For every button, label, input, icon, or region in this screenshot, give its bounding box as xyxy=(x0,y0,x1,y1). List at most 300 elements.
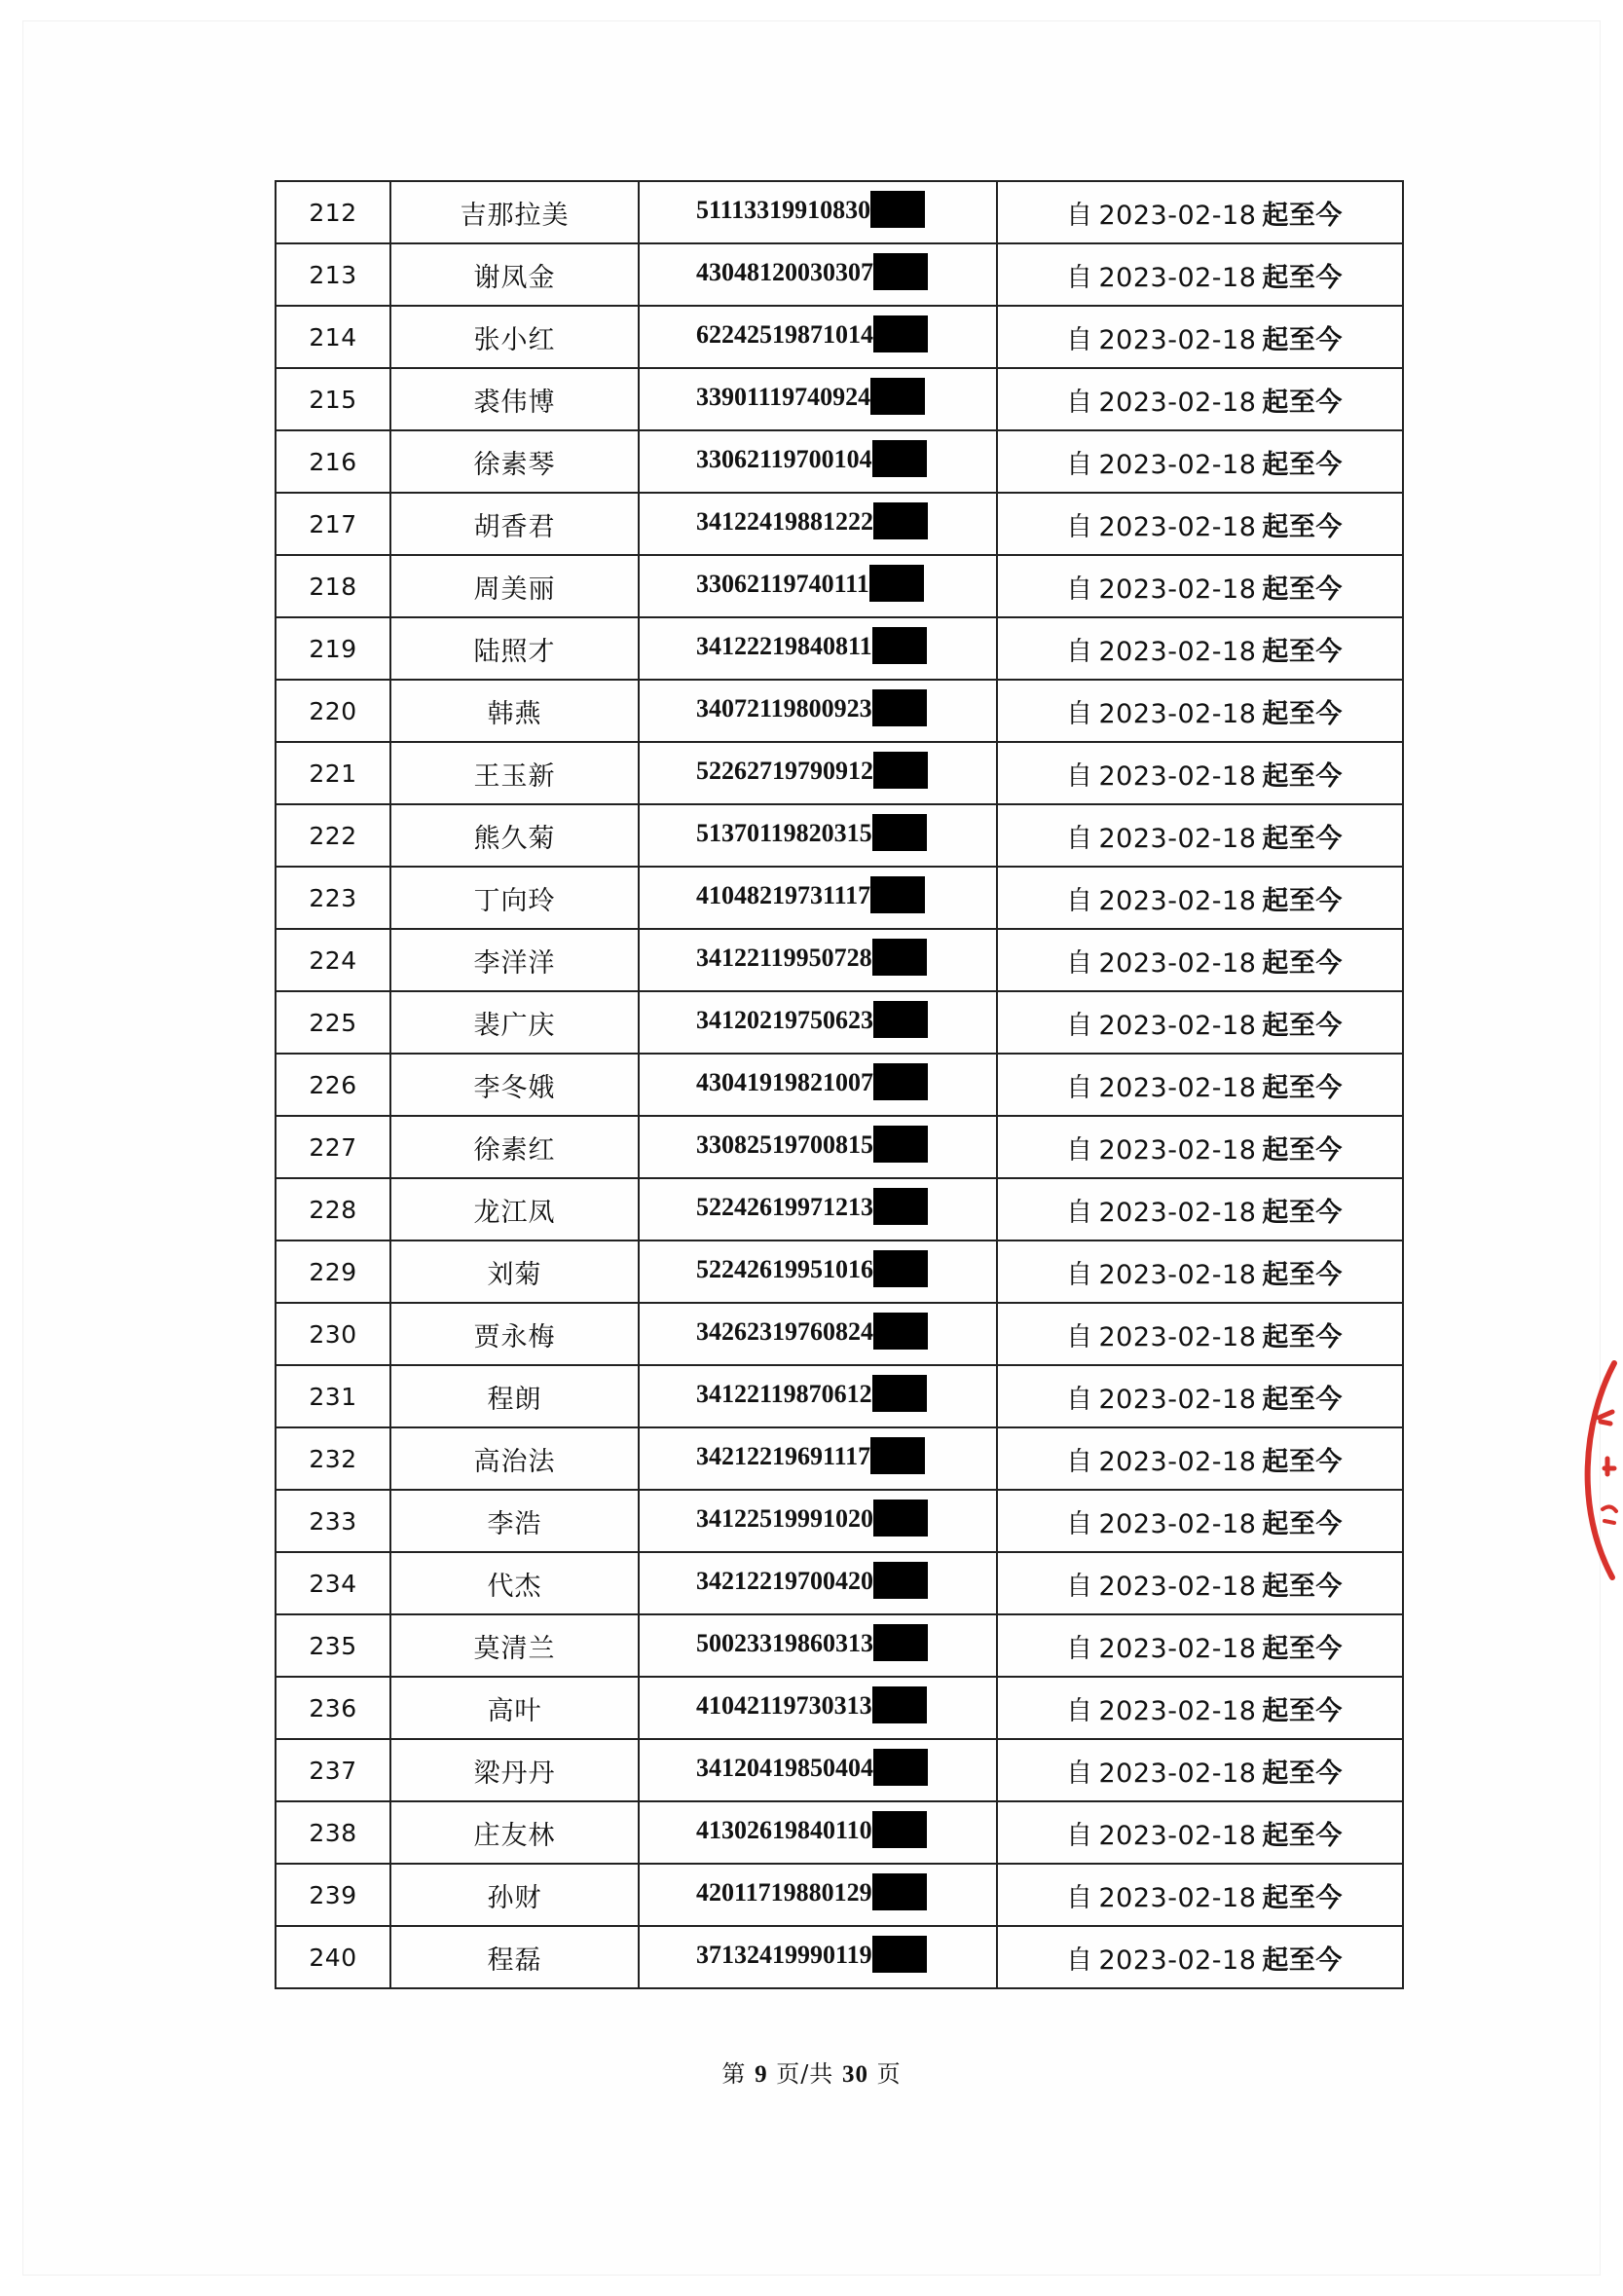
redaction-block xyxy=(873,1188,928,1225)
period-end: 起至今 xyxy=(1262,574,1343,605)
period-date: 2023-02-18 xyxy=(1098,1197,1257,1228)
period-start: 自 xyxy=(1066,1944,1093,1976)
row-period xyxy=(997,1427,1403,1490)
row-id-number xyxy=(639,804,997,867)
period-end: 起至今 xyxy=(1262,1072,1343,1103)
redaction-block xyxy=(872,1873,927,1910)
period-end: 起至今 xyxy=(1262,1508,1343,1539)
row-id-number xyxy=(639,1677,997,1739)
redaction-block xyxy=(872,939,927,976)
id-prefix: 34122119950728 xyxy=(696,943,872,972)
row-name: 程朗 xyxy=(390,1365,639,1427)
id-prefix: 34122419881222 xyxy=(696,506,873,536)
redaction-block xyxy=(873,1250,928,1287)
row-id-number xyxy=(639,1801,997,1864)
period-date: 2023-02-18 xyxy=(1098,574,1257,605)
period-start: 自 xyxy=(1066,1882,1093,1913)
period-end: 起至今 xyxy=(1262,823,1343,854)
redaction-block xyxy=(873,1313,928,1350)
table-row xyxy=(276,804,1403,867)
id-prefix: 33062119740111 xyxy=(696,569,869,598)
row-index: 236 xyxy=(276,1677,390,1739)
period-date: 2023-02-18 xyxy=(1098,947,1257,979)
row-name: 张小红 xyxy=(390,306,639,368)
row-period xyxy=(997,929,1403,991)
row-period xyxy=(997,680,1403,742)
table-row xyxy=(276,617,1403,680)
period-start: 自 xyxy=(1066,387,1093,418)
period-end: 起至今 xyxy=(1262,885,1343,916)
row-name: 刘菊 xyxy=(390,1241,639,1303)
redaction-block xyxy=(872,1936,927,1973)
row-id-number xyxy=(639,1614,997,1677)
row-id-number xyxy=(639,555,997,617)
redaction-block xyxy=(872,689,927,726)
row-index: 240 xyxy=(276,1926,390,1988)
period-date: 2023-02-18 xyxy=(1098,1944,1257,1976)
id-prefix: 34212219700420 xyxy=(696,1566,873,1595)
row-period xyxy=(997,1864,1403,1926)
period-start: 自 xyxy=(1066,1820,1093,1851)
row-id-number xyxy=(639,1241,997,1303)
id-prefix: 62242519871014 xyxy=(696,319,873,349)
row-index: 228 xyxy=(276,1178,390,1241)
id-prefix: 34072119800923 xyxy=(696,693,872,722)
table-row xyxy=(276,1241,1403,1303)
period-date: 2023-02-18 xyxy=(1098,1072,1257,1103)
redaction-block xyxy=(872,1686,927,1723)
footer-current-page: 9 xyxy=(755,2061,768,2088)
row-index: 218 xyxy=(276,555,390,617)
row-name: 陆照才 xyxy=(390,617,639,680)
row-id-number xyxy=(639,742,997,804)
redaction-block xyxy=(873,1562,928,1599)
row-period xyxy=(997,1178,1403,1241)
row-index: 212 xyxy=(276,181,390,243)
redaction-block xyxy=(872,814,927,851)
row-id-number xyxy=(639,1116,997,1178)
row-period xyxy=(997,1739,1403,1801)
row-period xyxy=(997,867,1403,929)
row-name: 吉那拉美 xyxy=(390,181,639,243)
period-date: 2023-02-18 xyxy=(1098,1571,1257,1602)
record-table-body xyxy=(276,181,1403,1988)
row-id-number xyxy=(639,1490,997,1552)
row-index: 233 xyxy=(276,1490,390,1552)
period-start: 自 xyxy=(1066,511,1093,542)
row-index: 213 xyxy=(276,243,390,306)
row-id-number xyxy=(639,243,997,306)
row-name: 李浩 xyxy=(390,1490,639,1552)
period-date: 2023-02-18 xyxy=(1098,1446,1257,1477)
period-start: 自 xyxy=(1066,698,1093,729)
period-end: 起至今 xyxy=(1262,1321,1343,1352)
period-start: 自 xyxy=(1066,947,1093,979)
row-id-number xyxy=(639,181,997,243)
row-period xyxy=(997,1116,1403,1178)
row-name: 熊久菊 xyxy=(390,804,639,867)
row-period xyxy=(997,181,1403,243)
period-end: 起至今 xyxy=(1262,1384,1343,1415)
table-row xyxy=(276,867,1403,929)
table-row xyxy=(276,1116,1403,1178)
period-end: 起至今 xyxy=(1262,1446,1343,1477)
row-name: 梁丹丹 xyxy=(390,1739,639,1801)
period-date: 2023-02-18 xyxy=(1098,324,1257,355)
period-date: 2023-02-18 xyxy=(1098,885,1257,916)
row-period xyxy=(997,1552,1403,1614)
row-name: 李冬娥 xyxy=(390,1054,639,1116)
row-name: 丁向玲 xyxy=(390,867,639,929)
record-table xyxy=(275,180,1404,1989)
id-prefix: 51113319910830 xyxy=(696,195,871,224)
row-period xyxy=(997,368,1403,430)
period-start: 自 xyxy=(1066,760,1093,792)
table-row xyxy=(276,1864,1403,1926)
row-period xyxy=(997,555,1403,617)
period-start: 自 xyxy=(1066,1508,1093,1539)
row-index: 238 xyxy=(276,1801,390,1864)
period-date: 2023-02-18 xyxy=(1098,1820,1257,1851)
table-row xyxy=(276,742,1403,804)
row-id-number xyxy=(639,680,997,742)
row-period xyxy=(997,1365,1403,1427)
period-end: 起至今 xyxy=(1262,1820,1343,1851)
row-index: 220 xyxy=(276,680,390,742)
redaction-block xyxy=(873,752,928,789)
period-start: 自 xyxy=(1066,200,1093,231)
row-index: 226 xyxy=(276,1054,390,1116)
row-name: 高治法 xyxy=(390,1427,639,1490)
period-end: 起至今 xyxy=(1262,449,1343,480)
period-end: 起至今 xyxy=(1262,1758,1343,1789)
redaction-block xyxy=(872,1811,927,1848)
period-end: 起至今 xyxy=(1262,1197,1343,1228)
row-name: 裴广庆 xyxy=(390,991,639,1054)
id-prefix: 43041919821007 xyxy=(696,1067,873,1096)
redaction-block xyxy=(870,876,925,913)
table-row xyxy=(276,1054,1403,1116)
table-row xyxy=(276,181,1403,243)
row-index: 214 xyxy=(276,306,390,368)
period-end: 起至今 xyxy=(1262,636,1343,667)
table-row xyxy=(276,1365,1403,1427)
table-row xyxy=(276,1178,1403,1241)
table-row xyxy=(276,306,1403,368)
table-row xyxy=(276,555,1403,617)
row-period xyxy=(997,1054,1403,1116)
period-date: 2023-02-18 xyxy=(1098,1758,1257,1789)
redaction-block xyxy=(873,1749,928,1786)
redaction-block xyxy=(873,1063,928,1100)
period-end: 起至今 xyxy=(1262,511,1343,542)
table-row xyxy=(276,1677,1403,1739)
id-prefix: 37132419990119 xyxy=(696,1940,872,1969)
row-id-number xyxy=(639,493,997,555)
period-start: 自 xyxy=(1066,262,1093,293)
row-id-number xyxy=(639,1926,997,1988)
period-start: 自 xyxy=(1066,823,1093,854)
row-id-number xyxy=(639,1178,997,1241)
period-date: 2023-02-18 xyxy=(1098,449,1257,480)
row-index: 231 xyxy=(276,1365,390,1427)
row-name: 王玉新 xyxy=(390,742,639,804)
id-prefix: 34212219691117 xyxy=(696,1441,871,1470)
row-index: 215 xyxy=(276,368,390,430)
id-prefix: 41302619840110 xyxy=(696,1815,872,1844)
period-date: 2023-02-18 xyxy=(1098,760,1257,792)
row-id-number xyxy=(639,1054,997,1116)
row-index: 227 xyxy=(276,1116,390,1178)
row-name: 谢凤金 xyxy=(390,243,639,306)
footer-total-pages: 30 xyxy=(841,2061,868,2088)
row-name: 徐素琴 xyxy=(390,430,639,493)
period-start: 自 xyxy=(1066,1758,1093,1789)
id-prefix: 52242619951016 xyxy=(696,1254,873,1283)
footer-middle: 页/共 xyxy=(776,2060,834,2088)
id-prefix: 41048219731117 xyxy=(696,880,871,909)
redaction-block xyxy=(873,1126,928,1163)
period-start: 自 xyxy=(1066,1259,1093,1290)
table-row xyxy=(276,680,1403,742)
period-end: 起至今 xyxy=(1262,1882,1343,1913)
period-end: 起至今 xyxy=(1262,1695,1343,1726)
row-id-number xyxy=(639,1864,997,1926)
table-row xyxy=(276,493,1403,555)
row-name: 高叶 xyxy=(390,1677,639,1739)
period-date: 2023-02-18 xyxy=(1098,1010,1257,1041)
id-prefix: 34122519991020 xyxy=(696,1503,873,1533)
row-period xyxy=(997,1241,1403,1303)
row-index: 234 xyxy=(276,1552,390,1614)
row-id-number xyxy=(639,1303,997,1365)
row-name: 贾永梅 xyxy=(390,1303,639,1365)
row-name: 孙财 xyxy=(390,1864,639,1926)
id-prefix: 33062119700104 xyxy=(696,444,872,473)
row-period xyxy=(997,991,1403,1054)
row-period xyxy=(997,306,1403,368)
id-prefix: 42011719880129 xyxy=(696,1877,872,1907)
redaction-block xyxy=(872,627,927,664)
row-name: 徐素红 xyxy=(390,1116,639,1178)
id-prefix: 33082519700815 xyxy=(696,1129,873,1159)
period-start: 自 xyxy=(1066,449,1093,480)
redaction-block xyxy=(872,440,927,477)
row-index: 229 xyxy=(276,1241,390,1303)
id-prefix: 50023319860313 xyxy=(696,1628,873,1657)
row-id-number xyxy=(639,1365,997,1427)
row-index: 216 xyxy=(276,430,390,493)
row-name: 庄友林 xyxy=(390,1801,639,1864)
row-period xyxy=(997,1801,1403,1864)
row-id-number xyxy=(639,1427,997,1490)
row-name: 胡香君 xyxy=(390,493,639,555)
period-date: 2023-02-18 xyxy=(1098,636,1257,667)
row-index: 237 xyxy=(276,1739,390,1801)
row-name: 程磊 xyxy=(390,1926,639,1988)
redaction-block xyxy=(870,378,925,415)
period-end: 起至今 xyxy=(1262,324,1343,355)
redaction-block xyxy=(873,1624,928,1661)
row-name: 莫清兰 xyxy=(390,1614,639,1677)
period-start: 自 xyxy=(1066,1571,1093,1602)
row-period xyxy=(997,243,1403,306)
period-end: 起至今 xyxy=(1262,262,1343,293)
row-index: 222 xyxy=(276,804,390,867)
period-start: 自 xyxy=(1066,1072,1093,1103)
row-id-number xyxy=(639,1739,997,1801)
id-prefix: 34120219750623 xyxy=(696,1005,873,1034)
row-name: 代杰 xyxy=(390,1552,639,1614)
period-start: 自 xyxy=(1066,1197,1093,1228)
id-prefix: 33901119740924 xyxy=(696,382,871,411)
id-prefix: 52262719790912 xyxy=(696,756,873,785)
row-index: 217 xyxy=(276,493,390,555)
table-row xyxy=(276,1552,1403,1614)
period-date: 2023-02-18 xyxy=(1098,1321,1257,1352)
row-id-number xyxy=(639,306,997,368)
row-index: 230 xyxy=(276,1303,390,1365)
row-index: 232 xyxy=(276,1427,390,1490)
table-row xyxy=(276,1427,1403,1490)
row-period xyxy=(997,742,1403,804)
period-end: 起至今 xyxy=(1262,1633,1343,1664)
id-prefix: 34120419850404 xyxy=(696,1753,873,1782)
period-date: 2023-02-18 xyxy=(1098,1695,1257,1726)
row-id-number xyxy=(639,617,997,680)
period-end: 起至今 xyxy=(1262,698,1343,729)
period-date: 2023-02-18 xyxy=(1098,1508,1257,1539)
period-end: 起至今 xyxy=(1262,1571,1343,1602)
document-page xyxy=(23,21,1600,2275)
redaction-block xyxy=(873,502,928,539)
red-seal-icon xyxy=(1554,1353,1622,1587)
table-row xyxy=(276,991,1403,1054)
period-date: 2023-02-18 xyxy=(1098,1384,1257,1415)
period-start: 自 xyxy=(1066,574,1093,605)
redaction-block xyxy=(873,1001,928,1038)
table-row xyxy=(276,1490,1403,1552)
row-id-number xyxy=(639,368,997,430)
period-start: 自 xyxy=(1066,1384,1093,1415)
table-row xyxy=(276,1614,1403,1677)
row-period xyxy=(997,1303,1403,1365)
period-start: 自 xyxy=(1066,885,1093,916)
row-name: 龙江凤 xyxy=(390,1178,639,1241)
row-id-number xyxy=(639,867,997,929)
page-footer xyxy=(0,2055,1623,2089)
row-period xyxy=(997,1926,1403,1988)
period-end: 起至今 xyxy=(1262,200,1343,231)
row-name: 裘伟博 xyxy=(390,368,639,430)
period-end: 起至今 xyxy=(1262,1259,1343,1290)
period-date: 2023-02-18 xyxy=(1098,1259,1257,1290)
row-name: 韩燕 xyxy=(390,680,639,742)
row-name: 周美丽 xyxy=(390,555,639,617)
redaction-block xyxy=(873,1500,928,1537)
row-name: 李洋洋 xyxy=(390,929,639,991)
row-id-number xyxy=(639,929,997,991)
row-index: 225 xyxy=(276,991,390,1054)
period-date: 2023-02-18 xyxy=(1098,1134,1257,1166)
row-period xyxy=(997,1490,1403,1552)
table-row xyxy=(276,1801,1403,1864)
table-row xyxy=(276,1926,1403,1988)
row-period xyxy=(997,617,1403,680)
table-row xyxy=(276,430,1403,493)
row-index: 221 xyxy=(276,742,390,804)
row-index: 235 xyxy=(276,1614,390,1677)
period-date: 2023-02-18 xyxy=(1098,511,1257,542)
row-period xyxy=(997,430,1403,493)
period-start: 自 xyxy=(1066,1633,1093,1664)
redaction-block xyxy=(870,1437,925,1474)
period-start: 自 xyxy=(1066,324,1093,355)
period-date: 2023-02-18 xyxy=(1098,262,1257,293)
row-index: 223 xyxy=(276,867,390,929)
row-index: 219 xyxy=(276,617,390,680)
period-start: 自 xyxy=(1066,1446,1093,1477)
footer-suffix: 页 xyxy=(876,2060,902,2088)
period-date: 2023-02-18 xyxy=(1098,200,1257,231)
period-end: 起至今 xyxy=(1262,1944,1343,1976)
redaction-block xyxy=(873,253,928,290)
table-row xyxy=(276,929,1403,991)
table-row xyxy=(276,368,1403,430)
period-start: 自 xyxy=(1066,1321,1093,1352)
period-start: 自 xyxy=(1066,1695,1093,1726)
period-date: 2023-02-18 xyxy=(1098,823,1257,854)
table-row xyxy=(276,243,1403,306)
id-prefix: 34122119870612 xyxy=(696,1379,872,1408)
period-end: 起至今 xyxy=(1262,1010,1343,1041)
period-start: 自 xyxy=(1066,1010,1093,1041)
row-period xyxy=(997,1677,1403,1739)
period-start: 自 xyxy=(1066,636,1093,667)
id-prefix: 41042119730313 xyxy=(696,1690,872,1720)
id-prefix: 34122219840811 xyxy=(696,631,872,660)
period-date: 2023-02-18 xyxy=(1098,698,1257,729)
redaction-block xyxy=(869,565,924,602)
row-id-number xyxy=(639,991,997,1054)
id-prefix: 43048120030307 xyxy=(696,257,873,286)
id-prefix: 52242619971213 xyxy=(696,1192,873,1221)
period-date: 2023-02-18 xyxy=(1098,1882,1257,1913)
period-end: 起至今 xyxy=(1262,947,1343,979)
row-id-number xyxy=(639,1552,997,1614)
footer-prefix: 第 xyxy=(721,2060,747,2088)
redaction-block xyxy=(870,191,925,228)
id-prefix: 34262319760824 xyxy=(696,1316,873,1346)
row-period xyxy=(997,493,1403,555)
row-id-number xyxy=(639,430,997,493)
table-row xyxy=(276,1739,1403,1801)
period-start: 自 xyxy=(1066,1134,1093,1166)
redaction-block xyxy=(872,1375,927,1412)
redaction-block xyxy=(873,315,928,352)
table-row xyxy=(276,1303,1403,1365)
row-index: 239 xyxy=(276,1864,390,1926)
period-end: 起至今 xyxy=(1262,760,1343,792)
id-prefix: 51370119820315 xyxy=(696,818,872,847)
row-period xyxy=(997,1614,1403,1677)
period-date: 2023-02-18 xyxy=(1098,1633,1257,1664)
period-end: 起至今 xyxy=(1262,1134,1343,1166)
row-period xyxy=(997,804,1403,867)
period-end: 起至今 xyxy=(1262,387,1343,418)
row-index: 224 xyxy=(276,929,390,991)
period-date: 2023-02-18 xyxy=(1098,387,1257,418)
